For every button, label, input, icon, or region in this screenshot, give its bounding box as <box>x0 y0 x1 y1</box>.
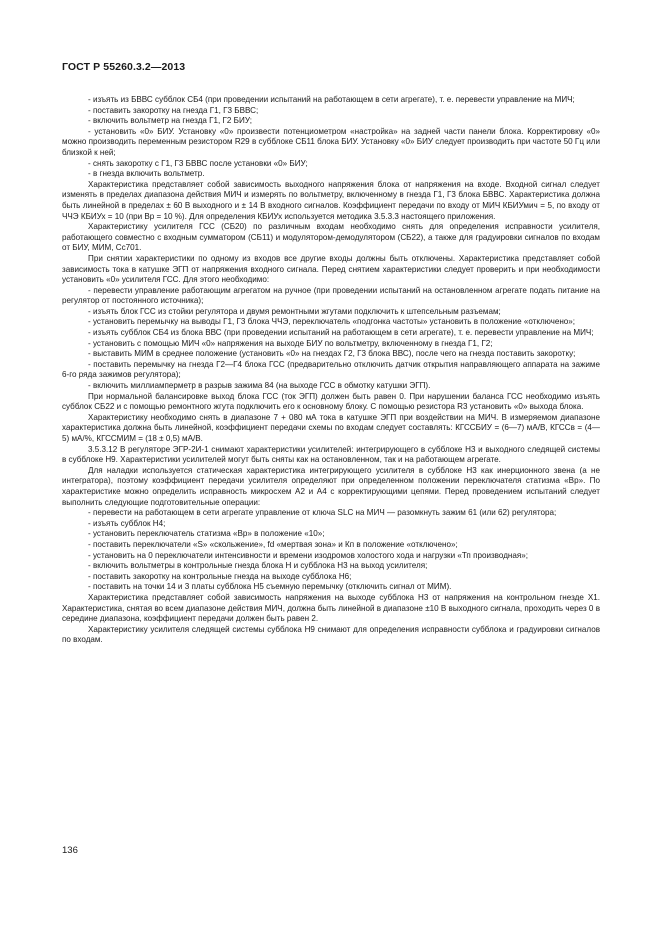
paragraph: - включить вольтметры в контрольные гнезда блока Н и субблока Н3 на выход усилителя; <box>88 561 428 571</box>
paragraph: Характеристику усилителя следящей системы субблока Н9 снимают для определения исправности субблока и градуировки сигналов по входам. <box>62 624 600 645</box>
paragraph: - изъять субблок СБ4 из блока ВВС (при проведении испытаний на работающем в сети агрегате), т. е. перевести управление на МИЧ; <box>88 328 594 338</box>
paragraph: Характеристику необходимо снять в диапазоне 7 + 080 мА тока в катушке ЭГП при воздействии на МИЧ. В измеряемом диапазоне характеристика должна быть линейной, коэффициент передачи схемы по входам следует составлять: КГССБИУ = (6—7) мА/В, КГССв = (4—5) мА/%, КГССМИМ = (18 ± 0,5) мА/В. <box>62 412 600 443</box>
paragraph: - установить на 0 переключатели интенсивности и времени изодромов холостого хода и нагрузки «Тп производная»; <box>88 550 529 560</box>
paragraph: - поставить на точки 14 и 3 платы субблока Н5 съемную перемычку (отключить сигнал от МИМ). <box>88 582 452 592</box>
paragraph: Для наладки используется статическая характеристика интегрирующего усилителя в субблоке Н3 как инерционного звена (а не интегратора), поэтому коэффициент передачи усилителя определяют при определенном положении переключателя статизма «Вр». По характеристике можно определить исправность микросхем А2 и А4 с корректирующими цепями. Перед проведением испытаний следует выполнить следующие подготовительные операции: <box>62 465 600 507</box>
paragraph: - установить с помощью МИЧ «0» напряжения на выходе БИУ по вольтметру, включенному в гнезда Г1, Г2; <box>88 338 493 348</box>
paragraph: - снять закоротку с Г1, Г3 БВВС после установки «0» БИУ; <box>88 158 308 168</box>
paragraph: - выставить МИМ в среднее положение (установить «0» на гнездах Г2, Г3 блока ВВС), после чего на гнезда поставить закоротку; <box>88 349 576 359</box>
paragraph: - поставить переключатели «S» «скольжение», fd «мертвая зона» и Кп в положение «отключено»; <box>88 539 458 549</box>
paragraph: - изъять из БВВС субблок СБ4 (при проведении испытаний на работающем в сети агрегате), т. е. перевести управление на МИЧ; <box>88 95 575 104</box>
paragraph: 3.5.3.12 В регуляторе ЭГР-2И-1 снимают характеристики усилителей: интегрирующего в субблоке Н3 и выходного следящей системы в субблоке Н9. Характеристики усилителей могут быть сняты как на остановленном, так и на работающем агрегате. <box>62 444 600 465</box>
page-number: 136 <box>62 845 78 856</box>
paragraph: - поставить перемычку на гнезда Г2—Г4 блока ГСС (предварительно отключить датчик открытия направляющего аппарата на зажиме 6-го ряда зажимов регулятора); <box>62 359 600 380</box>
paragraph: Характеристика представляет собой зависимость выходного напряжения блока от напряжения на входе. Входной сигнал следует изменять в пределах диапазона действия МИЧ и измерять по вольтметру, включенному в гнезда Г1, Г3 блока БВВС. Характеристика должна быть линейной в пределах ± 60 В выходного и ± 14 В входного сигналов. Коэффициент передачи по входу от МИЧ КБИУмич = 5, по входу от ЧЧЭ КБИУх = 10 (при Вр = 10 %). Для определения КБИУх используется методика 3.5.3.3 настоящего приложения. <box>62 179 600 221</box>
paragraph: - включить миллиамперметр в разрыв зажима 84 (на выходе ГСС в обмотку катушки ЭГП). <box>88 381 431 391</box>
paragraph: Характеристику усилителя ГСС (СБ20) по различным входам необходимо снять для определения исправности усилителя, работающего совместно с входным сумматором (СБ11) и модулятором-демодулятором (СБ22), а также для градуировки сигналов по входам от БИУ, МИМ, Сс701. <box>62 222 600 253</box>
paragraph: - перевести на работающем в сети агрегате управление от ключа SLC на МИЧ — разомкнуть зажим 61 (или 62) регулятора; <box>88 508 557 518</box>
paragraph: - в гнезда включить вольтметр. <box>88 169 205 179</box>
paragraph: При снятии характеристики по одному из входов все другие входы должны быть отключены. Характеристика представляет собой зависимость тока в катушке ЭГП от напряжения входного сигнала. Перед снятием характеристики следует проверить и при необходимости установить «0» усилителя ГСС. Для этого необходимо: <box>62 253 600 285</box>
paragraph: - перевести управление работающим агрегатом на ручное (при проведении испытаний на остановленном агрегате подать питание на регулятор от постоянного источника); <box>62 285 600 306</box>
paragraph: - поставить закоротку на контрольные гнезда на выходе субблока Н6; <box>88 571 352 581</box>
paragraph: - установить «0» БИУ. Установку «0» произвести потенциометром «настройка» на задней части панели блока. Корректировку «0» можно производить переменным резистором R29 в субблоке СБ11 блока БИУ. Установку «0» БИУ следует производить при частоте 50 Гц или близкой к ней; <box>62 126 600 157</box>
paragraph: - установить перемычку на выводы Г1, Г3 блока ЧЧЭ, переключатель «подгонка частоты» установить в положение «отключено»; <box>88 317 576 327</box>
paragraph: Характеристика представляет собой зависимость напряжения на выходе субблока Н3 от напряжения на контрольном гнезде Х1. Характеристика, снятая во всем диапазоне действия МИЧ, должна быть линейной в диапазоне ±10 В выходного сигнала, проходить через 0 в середине диапазона, коэффициент передачи должен быть равен 2. <box>62 592 600 624</box>
standard-header: ГОСТ Р 55260.3.2—2013 <box>62 61 186 73</box>
document-body <box>62 95 600 646</box>
paragraph: - установить переключатель статизма «Вр» в положение «10»; <box>88 529 325 539</box>
paragraph: - изъять блок ГСС из стойки регулятора и двумя ремонтными жгутами подключить к штепсельным разъемам; <box>88 306 501 316</box>
paragraph: - включить вольтметр на гнезда Г1, Г2 БИУ; <box>88 116 253 126</box>
paragraph: - изъять субблок Н4; <box>88 518 166 528</box>
paragraph: При нормальной балансировке выход блока ГСС (ток ЭГП) должен быть равен 0. При нарушении баланса ГСС необходимо изъять субблок СБ22 и с помощью ремонтного жгута подключить его к основному блоку. С помощью резистора R3 установить «0» выхода блока. <box>62 391 600 412</box>
paragraph: - поставить закоротку на гнезда Г1, Г3 БВВС; <box>88 105 259 115</box>
